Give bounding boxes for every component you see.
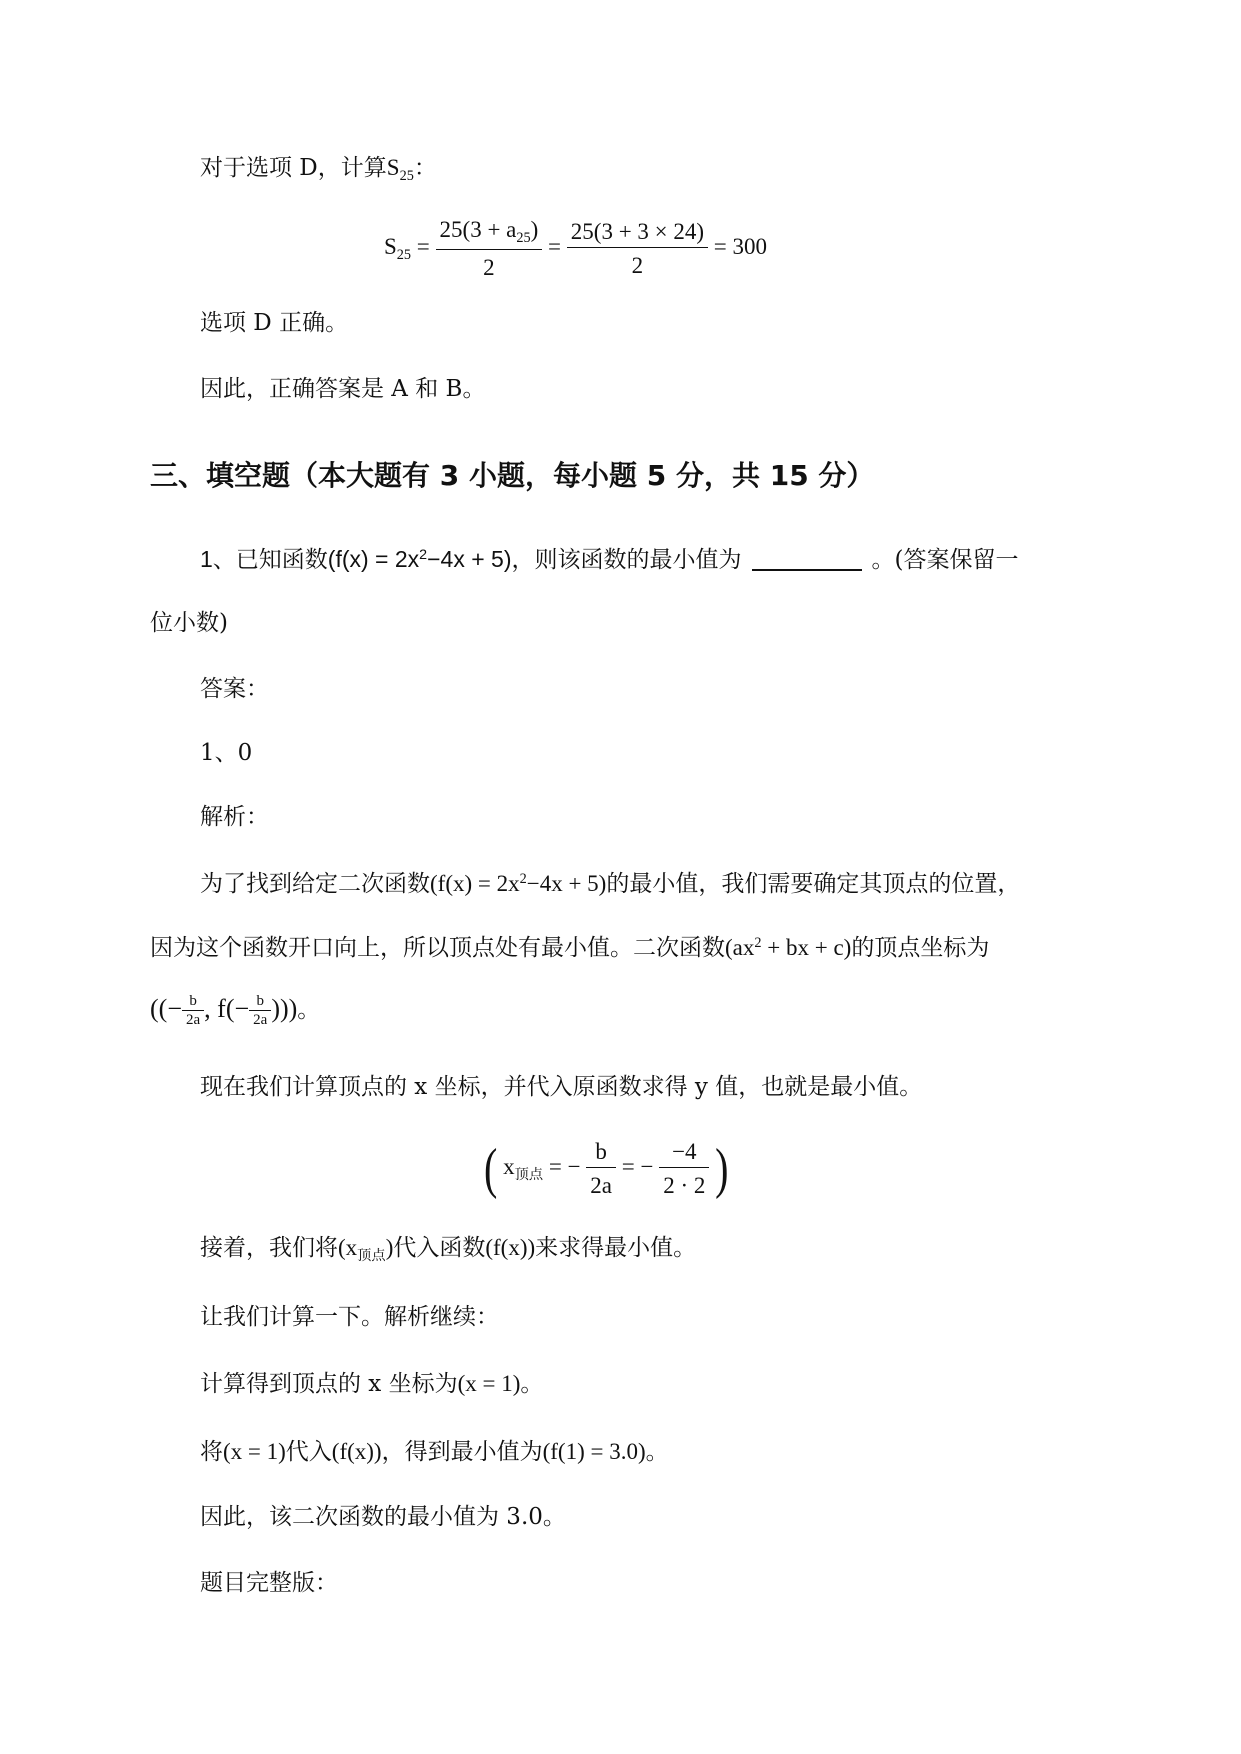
answer-label: 答案： — [200, 676, 269, 702]
analysis-para-4: 接着，我们将$(x_{顶点})$代入函数(f(x))来求得最小值。 — [200, 1235, 697, 1264]
s25-symbol: $S_{25}$ — [386, 155, 414, 184]
answer-blank — [752, 568, 862, 571]
analysis-para-2: 因为这个函数开口向上，所以顶点处有最小值。二次函数($ax^2$ + bx + c)的顶点坐标为 — [150, 935, 990, 961]
answer-value: 1、0 — [200, 740, 253, 766]
analysis-label: 解析： — [200, 804, 269, 830]
analysis-para-3: 现在我们计算顶点的 x 坐标，并代入原函数求得 y 值，也就是最小值。 — [200, 1074, 923, 1100]
answer-ab: 因此，正确答案是 A 和 B。 — [200, 376, 486, 402]
analysis-para-1: 为了找到给定二次函数$(f(x) = 2x^2-4x + 5)$的最小值，我们需要确定其顶点的位置， — [200, 871, 1021, 897]
vertex-x-formula: ( $x_{顶点}$ = − $\frac{b}{2a}$ = − $\frac{-4}{2 \cdot 2}$ ) — [484, 1136, 729, 1200]
option-d-text: 对于选项 D，计算 — [200, 155, 387, 181]
fraction-1: $\frac{25(3 + a_{25})}{2}$ — [436, 218, 543, 279]
question-1-continuation: 位小数) — [150, 610, 228, 636]
question-function: $(f(x) = 2x^2-4x + 5)$ — [327, 546, 512, 572]
analysis-para-8: 因此，该二次函数的最小值为 3.0。 — [200, 1504, 566, 1530]
analysis-para-7: 将(x = 1)代入(f(x))，得到最小值为(f(1) = 3.0)。 — [200, 1439, 669, 1465]
analysis-para-9: 题目完整版： — [200, 1570, 338, 1596]
s25-formula: $S_{25}$ = $\frac{25(3 + a_{25})}{2}$ = $\frac{25(3 + 3 \times 24)}{2}$ = 300 — [384, 217, 768, 281]
fraction-2: $\frac{25(3 + 3 \times 24)}{2}$ — [567, 220, 708, 277]
analysis-para-5: 让我们计算一下。解析继续： — [200, 1304, 499, 1330]
vertex-coordinate: ((− $\frac{b}{2a}$ , f(− $\frac{b}{2a}$ )))。 — [150, 993, 321, 1028]
section-heading: 三、填空题（本大题有 3 小题，每小题 5 分，共 15 分） — [150, 459, 875, 492]
option-d-correct: 选项 D 正确。 — [200, 310, 349, 336]
option-d-intro: 对于选项 D，计算$S_{25}$： — [200, 155, 437, 184]
analysis-para-6: 计算得到顶点的 x 坐标为(x = 1)。 — [200, 1371, 544, 1397]
question-1: 1、已知函数$(f(x) = 2x^2-4x + 5)$，则该函数的最小值为 。(答案保留一 — [200, 546, 1019, 573]
